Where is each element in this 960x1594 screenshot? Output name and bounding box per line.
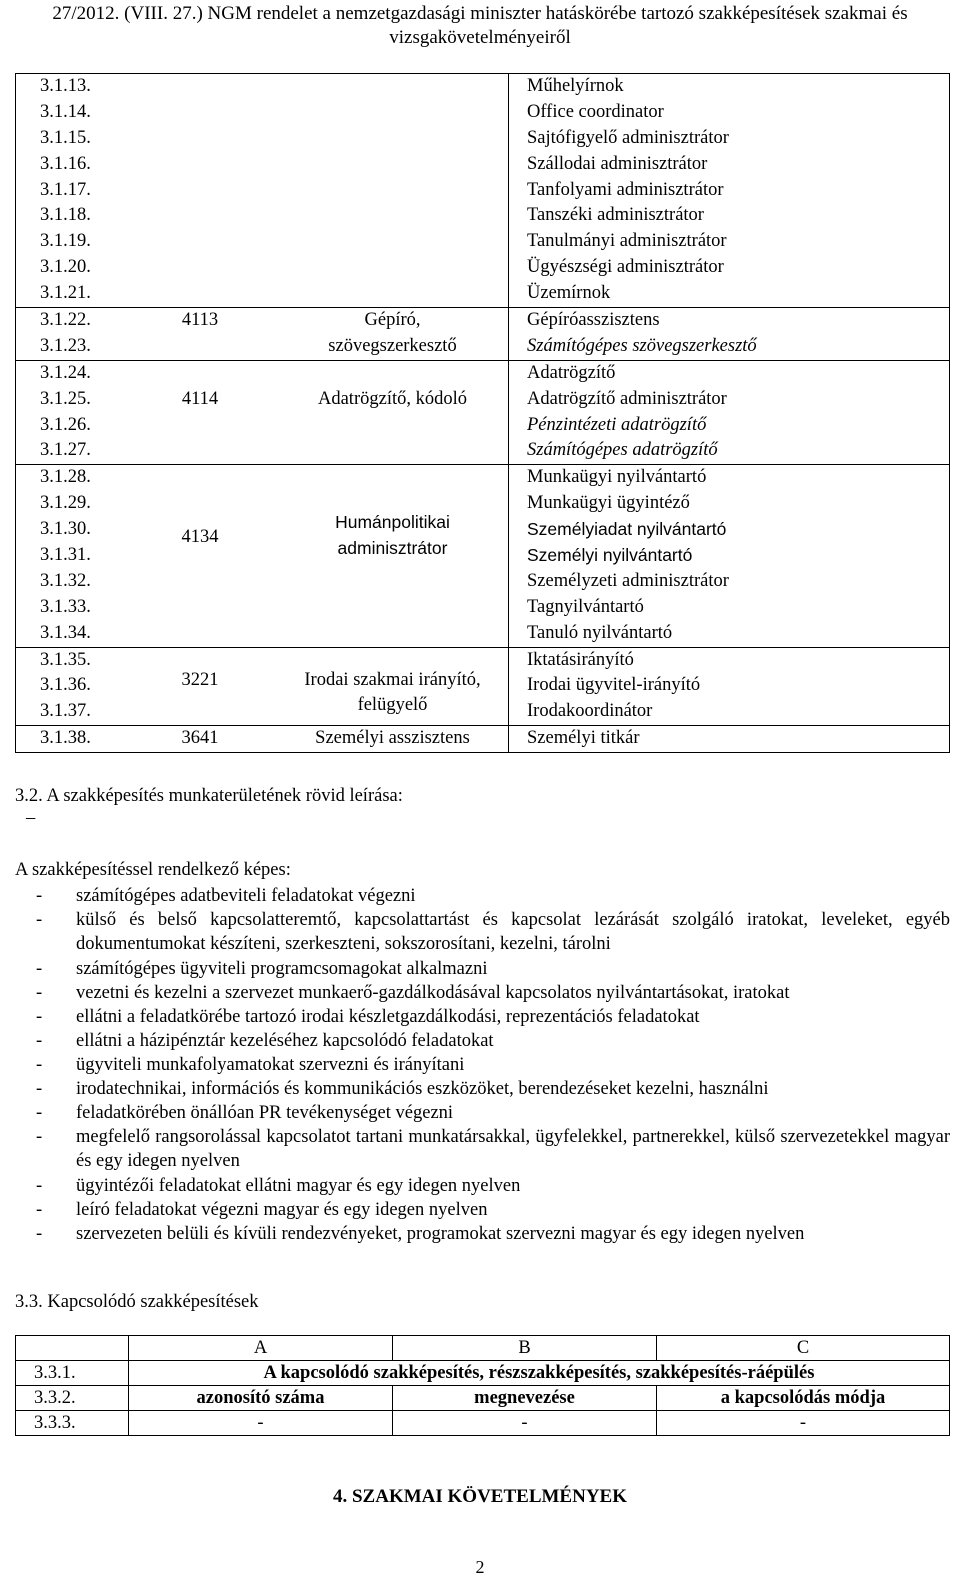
row-number: 3.1.15. [40, 127, 91, 148]
list-item-text: feladatkörében önállóan PR tevékenységet végezni [76, 1103, 454, 1123]
occupation-name: Munkaügyi nyilvántartó [527, 467, 707, 488]
feor-name-cell [277, 360, 509, 465]
occupation-name: Személyi nyilvántartó [527, 545, 693, 566]
occupation-name: Tanuló nyilvántartó [527, 622, 673, 643]
occupation-name: Adatrögzítő adminisztrátor [527, 388, 727, 409]
row-number: 3.1.31. [40, 545, 91, 566]
occupation-name: Tagnyilvántartó [527, 596, 644, 617]
column-header: B [393, 1336, 657, 1361]
feor-name: Humánpolitikai [335, 512, 450, 533]
section-3-3-heading: 3.3. Kapcsolódó szakképesítések [15, 1292, 259, 1312]
feor-name: Személyi asszisztens [315, 728, 470, 749]
row-number: 3.1.18. [40, 205, 91, 226]
table-cell: azonosító száma [129, 1386, 393, 1411]
feor-name: adminisztrátor [337, 538, 448, 559]
row-number: 3.1.28. [40, 467, 91, 488]
feor-code-cell [123, 647, 277, 726]
column-header: A [129, 1336, 393, 1361]
occupation-name: Adatrögzítő [527, 362, 616, 383]
list-item-text: leíró feladatokat végezni magyar és egy idegen nyelven [76, 1200, 488, 1220]
bullet-dash: - [36, 1031, 43, 1051]
occupation-name: Számítógépes adatrögzítő [527, 440, 718, 461]
list-item [36, 1005, 950, 1029]
feor-code-cell [123, 360, 277, 465]
row-number: 3.1.25. [40, 388, 91, 409]
list-item [36, 908, 950, 956]
occupation-name: Munkaügyi ügyintéző [527, 493, 690, 514]
occupation-name: Iktatásirányító [527, 649, 634, 670]
spacer [123, 465, 277, 525]
feor-code-cell [123, 726, 277, 753]
feor-code-cell [123, 74, 277, 308]
occupation-cell [509, 74, 950, 308]
bullet-dash: - [36, 959, 43, 979]
list-item [36, 1101, 950, 1125]
bullet-dash: - [36, 1007, 43, 1027]
occupation-name: Irodai ügyvitel-irányító [527, 675, 701, 696]
row-number: 3.1.29. [40, 493, 91, 514]
row-number: 3.1.16. [40, 153, 91, 174]
list-item-text: külső és belső kapcsolatteremtő, kapcsolattartást és kapcsolat lezárását szolgáló iratokat, leveleket, egyéb dokumentumokat készíteni, szerkeszteni, sokszorosítani, kezelni, tárolni [76, 910, 950, 955]
row-number: 3.1.32. [40, 570, 91, 591]
row-number: 3.1.21. [40, 283, 91, 304]
bullet-dash: - [36, 1200, 43, 1220]
row-number: 3.1.27. [40, 440, 91, 461]
occupation-table [15, 73, 950, 753]
occupation-cell [509, 726, 950, 753]
occupation-name: Üzemírnok [527, 283, 611, 304]
header-title-line2: vizsgakövetelményeiről [389, 27, 571, 48]
row-number: 3.1.38. [40, 728, 91, 749]
feor-code: 3641 [181, 728, 219, 749]
list-item [36, 1053, 950, 1077]
row-number-cell [16, 465, 124, 647]
feor-code-cell [123, 465, 277, 647]
row-number: 3.1.17. [40, 179, 91, 200]
table-cell: - [657, 1411, 950, 1436]
occupation-name: Személyzeti adminisztrátor [527, 570, 729, 591]
table-cell: - [129, 1411, 393, 1436]
feor-code: 4113 [181, 310, 219, 331]
row-number: 3.1.36. [40, 675, 91, 696]
header-title-line1: 27/2012. (VIII. 27.) NGM rendelet a nemzetgazdasági miniszter hatáskörébe tartozó szakképesítések szakmai és [52, 3, 908, 24]
occupation-name: Tanulmányi adminisztrátor [527, 231, 727, 252]
page-number: 2 [475, 1557, 485, 1577]
occupation-name: Office coordinator [527, 101, 664, 122]
list-item [36, 884, 950, 908]
feor-name-cell [277, 308, 509, 361]
list-item [36, 957, 950, 981]
occupation-name: Tanfolyami adminisztrátor [527, 179, 724, 200]
page-header [0, 2, 960, 50]
occupation-name: Számítógépes szövegszerkesztő [527, 335, 757, 356]
bullet-dash: - [36, 1103, 43, 1123]
list-item-text: szervezeten belüli és kívüli rendezvényeket, programokat szervezni magyar és egy idegen nyelven [76, 1224, 805, 1244]
list-item-text: ügyviteli munkafolyamatokat szervezni és irányítani [76, 1055, 465, 1075]
row-number: 3.1.22. [40, 310, 91, 331]
related-qualifications-table [15, 1335, 950, 1436]
occupation-cell [509, 465, 950, 647]
occupation-name: Ügyészségi adminisztrátor [527, 257, 724, 278]
row-number: 3.1.20. [40, 257, 91, 278]
row-number: 3.1.26. [40, 414, 91, 435]
occupation-name: Szállodai adminisztrátor [527, 153, 708, 174]
occupation-name: Gépíróasszisztens [527, 310, 660, 331]
feor-name-cell [277, 465, 509, 647]
occupation-name: Személyi titkár [527, 728, 640, 749]
occupation-name: Tanszéki adminisztrátor [527, 205, 704, 226]
occupation-cell [509, 308, 950, 361]
row-number: 3.3.3. [16, 1411, 129, 1436]
row-number: 3.1.30. [40, 519, 91, 540]
feor-name-cell [277, 74, 509, 308]
list-item-text: számítógépes ügyviteli programcsomagokat alkalmazni [76, 959, 488, 979]
feor-name: Adatrögzítő, kódoló [317, 388, 467, 409]
feor-name: felügyelő [357, 695, 428, 716]
list-item [36, 1029, 950, 1053]
column-header: C [657, 1336, 950, 1361]
occupation-name: Sajtófigyelő adminisztrátor [527, 127, 729, 148]
row-number: 3.1.13. [40, 76, 91, 96]
feor-code: 4134 [181, 527, 219, 548]
occupation-name: Pénzintézeti adatrögzítő [527, 414, 707, 435]
table-cell: - [393, 1411, 657, 1436]
list-item-text: megfelelő rangsorolással kapcsolatot tartani munkatársakkal, ügyfelekkel, partnerekkel, külső szervezetekkel magyar és egy idegen nyelven [76, 1127, 950, 1172]
row-number-cell [16, 74, 124, 308]
row-number: 3.3.1. [16, 1361, 129, 1386]
feor-code: 4114 [181, 388, 219, 409]
bullet-dash: - [36, 1176, 43, 1196]
row-number-cell [16, 360, 124, 465]
row-number-cell [16, 308, 124, 361]
bullet-dash: - [36, 1224, 43, 1244]
bullet-dash: - [36, 886, 43, 906]
list-item [36, 981, 950, 1005]
section-4-heading: 4. SZAKMAI KÖVETELMÉNYEK [332, 1486, 627, 1507]
list-item-text: vezetni és kezelni a szervezet munkaerő-gazdálkodásával kapcsolatos nyilvántartásokat, iratokat [76, 983, 790, 1003]
list-item [36, 1198, 950, 1222]
list-item-text: ellátni a feladatkörébe tartozó irodai készletgazdálkodási, reprezentációs feladatokat [76, 1007, 700, 1027]
row-number-cell [16, 726, 124, 753]
row-number: 3.1.14. [40, 101, 91, 122]
section-3-2-intro: A szakképesítéssel rendelkező képes: [15, 860, 291, 880]
bullet-dash: - [36, 910, 43, 930]
row-number: 3.3.2. [16, 1386, 129, 1411]
list-item [36, 1222, 950, 1246]
list-item-text: számítógépes adatbeviteli feladatokat végezni [76, 886, 416, 906]
feor-name: szövegszerkesztő [328, 335, 457, 356]
list-item [36, 1174, 950, 1198]
occupation-cell [509, 647, 950, 726]
list-item [36, 1125, 950, 1173]
spacer [277, 465, 508, 510]
list-item [36, 1077, 950, 1101]
row-number: 3.1.24. [40, 362, 91, 383]
feor-name-cell [277, 647, 509, 726]
list-item-text: irodatechnikai, információs és kommunikációs eszközöket, berendezéseket kezelni, használni [76, 1079, 769, 1099]
occupation-name: Személyiadat nyilvántartó [527, 519, 727, 540]
row-number: 3.1.37. [40, 701, 91, 722]
section-3-2-dash: – [26, 808, 36, 828]
table-cell: a kapcsolódás módja [657, 1386, 950, 1411]
list-item-text: ügyintézői feladatokat ellátni magyar és egy idegen nyelven [76, 1176, 521, 1196]
bullet-dash: - [36, 1055, 43, 1075]
bullet-dash: - [36, 983, 43, 1003]
occupation-cell [509, 360, 950, 465]
section-3-2-heading: 3.2. A szakképesítés munkaterületének rövid leírása: [15, 786, 403, 806]
occupation-name: Műhelyírnok [527, 76, 624, 96]
row-number: 3.1.19. [40, 231, 91, 252]
bullet-dash: - [36, 1079, 43, 1099]
row-number-cell [16, 647, 124, 726]
feor-name: Gépíró, [364, 310, 421, 331]
feor-name-cell [277, 726, 509, 753]
list-item-text: ellátni a házipénztár kezeléséhez kapcsolódó feladatokat [76, 1031, 494, 1051]
table-cell: megnevezése [393, 1386, 657, 1411]
feor-name: Irodai szakmai irányító, [304, 669, 481, 690]
feor-code: 3221 [181, 669, 219, 690]
bullet-dash: - [36, 1127, 43, 1147]
row-number: 3.1.23. [40, 335, 91, 356]
spacer [277, 648, 508, 668]
occupation-name: Irodakoordinátor [527, 701, 653, 722]
spacer [123, 648, 277, 668]
row-number: 3.1.35. [40, 649, 91, 670]
table-cell: A kapcsolódó szakképesítés, részszakképesítés, szakképesítés-ráépülés [129, 1361, 950, 1386]
table-cell [16, 1336, 129, 1361]
row-number: 3.1.33. [40, 596, 91, 617]
feor-code-cell [123, 308, 277, 361]
row-number: 3.1.34. [40, 622, 91, 643]
